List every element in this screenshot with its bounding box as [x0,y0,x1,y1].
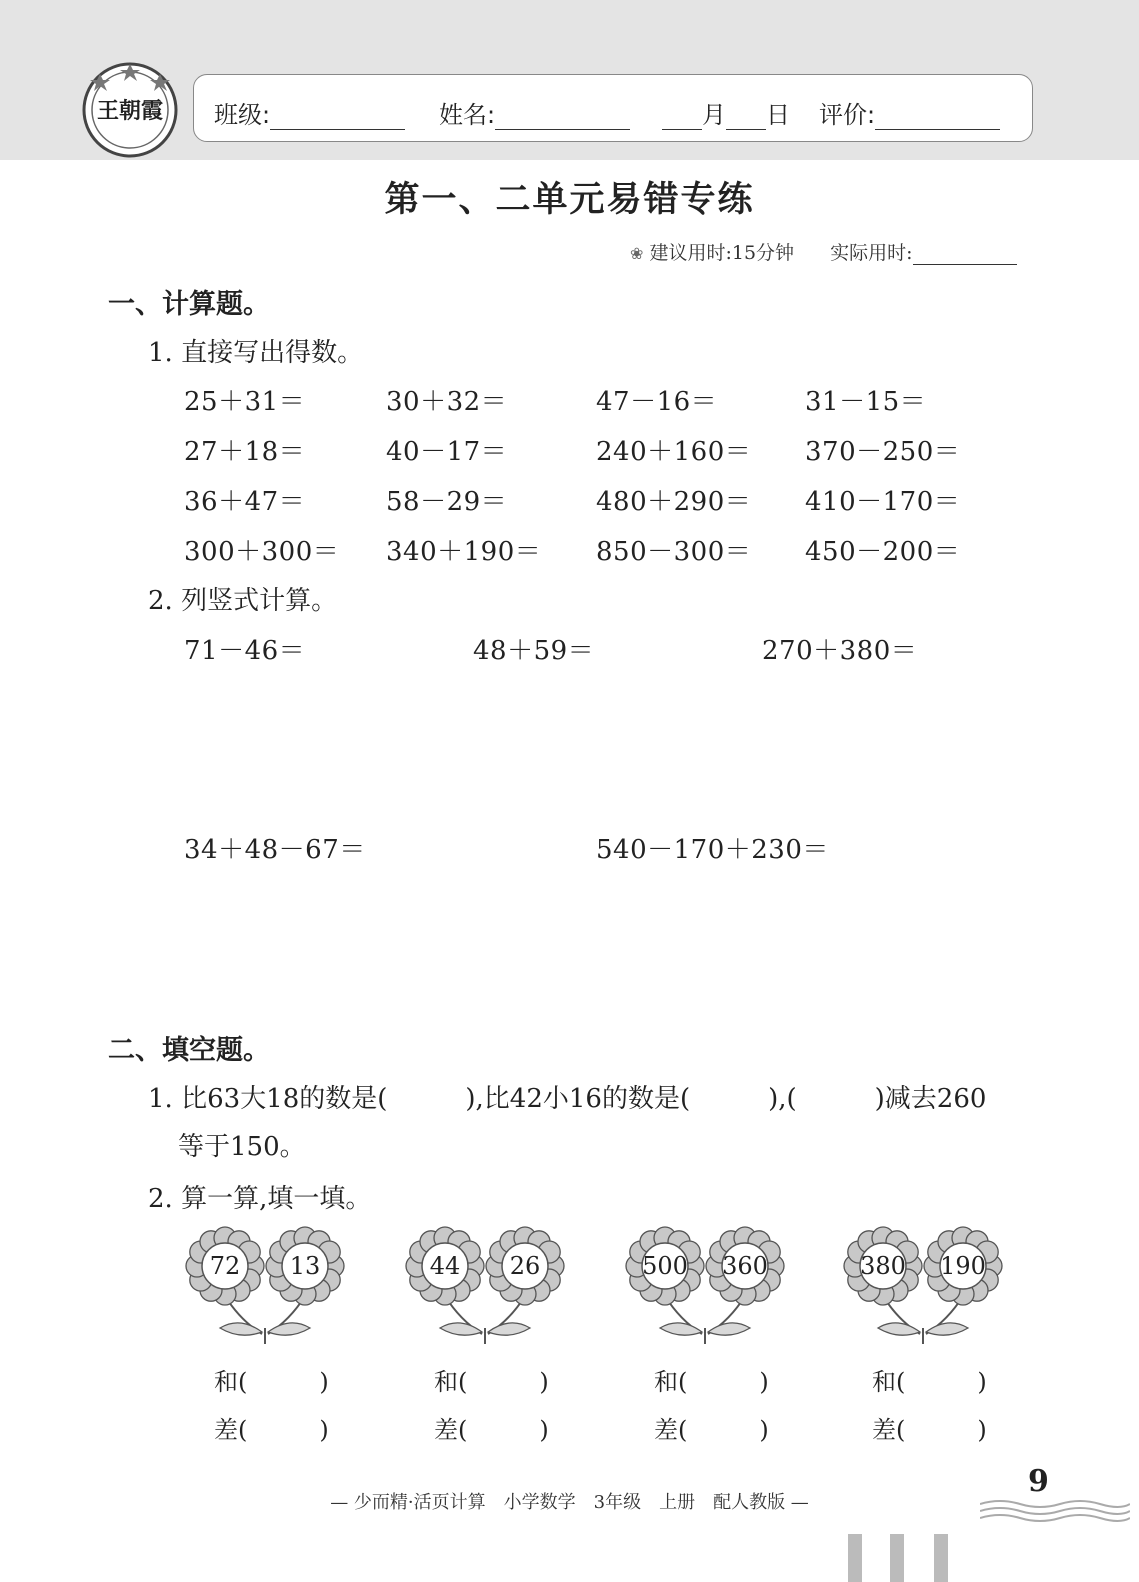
mental-math-item: 25＋31＝ [184,387,306,417]
eval-label: 评价: [819,101,876,129]
q2-prompt: 2. 列竖式计算。 [148,586,338,616]
difference-blank[interactable]: 差( ) [434,1416,549,1444]
sum-blank[interactable]: 和( ) [434,1368,549,1396]
mental-math-item: 27＋18＝ [184,437,306,467]
page-title: 第一、二单元易错专练 [384,180,755,220]
mental-math-item: 850－300＝ [596,537,752,567]
day-label: 日 [766,101,790,129]
class-label: 班级: [214,101,271,129]
flower-pair [180,1220,350,1350]
edge-bar [890,1534,904,1582]
flower-icon [838,1220,1008,1350]
mental-math-item: 30＋32＝ [386,387,508,417]
mental-math-item: 410－170＝ [805,487,961,517]
flower-pair [838,1220,1008,1350]
flower-pair [620,1220,790,1350]
flower-icon [620,1220,790,1350]
mental-math-item: 340＋190＝ [386,537,542,567]
mental-math-item: 31－15＝ [805,387,927,417]
logo-text: 王朝霞 [96,98,163,124]
sum-blank[interactable]: 和( ) [214,1368,329,1396]
mental-math-item: 480＋290＝ [596,487,752,517]
vertical-calc-5: 540－170＋230＝ [596,835,829,865]
difference-blank[interactable]: 差( ) [654,1416,769,1444]
flower-icon: ❀ [630,244,644,263]
fill-q1-line1: 1. 比63大18的数是( ),比42小16的数是( ),( )减去260 [148,1084,987,1114]
difference-blank[interactable]: 差( ) [872,1416,987,1444]
mental-math-item: 40－17＝ [386,437,508,467]
mental-math-item: 300＋300＝ [184,537,340,567]
actual-time-label: 实际用时: [830,242,913,264]
flower-number-b: 26 [509,1252,541,1280]
flower-number-a: 380 [860,1252,906,1280]
month-label: 月 [702,101,726,129]
difference-blank[interactable]: 差( ) [214,1416,329,1444]
fill-q1-line2: 等于150。 [178,1132,306,1162]
fill-q2-prompt: 2. 算一算,填一填。 [148,1184,372,1214]
mental-math-item: 370－250＝ [805,437,961,467]
footer-text: — 少而精·活页计算 小学数学 3年级 上册 配人教版 — [330,1492,809,1513]
flower-icon [400,1220,570,1350]
mental-math-item: 240＋160＝ [596,437,752,467]
wave-decoration [980,1496,1130,1530]
flower-number-b: 190 [940,1252,986,1280]
q1-prompt: 1. 直接写出得数。 [148,338,364,368]
section-2-heading: 二、填空题。 [108,1035,270,1066]
mental-math-item: 450－200＝ [805,537,961,567]
name-field[interactable] [439,95,630,130]
vertical-calc-3: 270＋380＝ [762,636,918,666]
flower-icon [180,1220,350,1350]
class-field[interactable] [214,95,405,130]
logo [80,60,180,160]
sum-blank[interactable]: 和( ) [872,1368,987,1396]
flower-number-a: 72 [209,1252,241,1280]
suggested-time: 建议用时:15分钟 [649,242,795,264]
vertical-calc-4: 34＋48－67＝ [184,835,366,865]
mental-math-item: 58－29＝ [386,487,508,517]
flower-number-a: 500 [642,1252,688,1280]
vertical-calc-2: 48＋59＝ [473,636,595,666]
eval-field[interactable] [819,95,1000,130]
section-1-heading: 一、计算题。 [108,289,270,320]
date-field[interactable] [662,95,790,130]
flower-number-b: 360 [722,1252,768,1280]
name-label: 姓名: [439,101,496,129]
edge-bar [848,1534,862,1582]
edge-bar [934,1534,948,1582]
flower-number-b: 13 [289,1252,321,1280]
flower-pair [400,1220,570,1350]
student-info-box [193,74,1033,142]
flower-number-a: 44 [429,1252,461,1280]
mental-math-item: 47－16＝ [596,387,718,417]
sum-blank[interactable]: 和( ) [654,1368,769,1396]
time-info [630,238,1017,265]
page-number: 9 [1028,1464,1049,1499]
vertical-calc-1: 71－46＝ [184,636,306,666]
mental-math-item: 36＋47＝ [184,487,306,517]
actual-time-blank[interactable] [913,246,1017,265]
